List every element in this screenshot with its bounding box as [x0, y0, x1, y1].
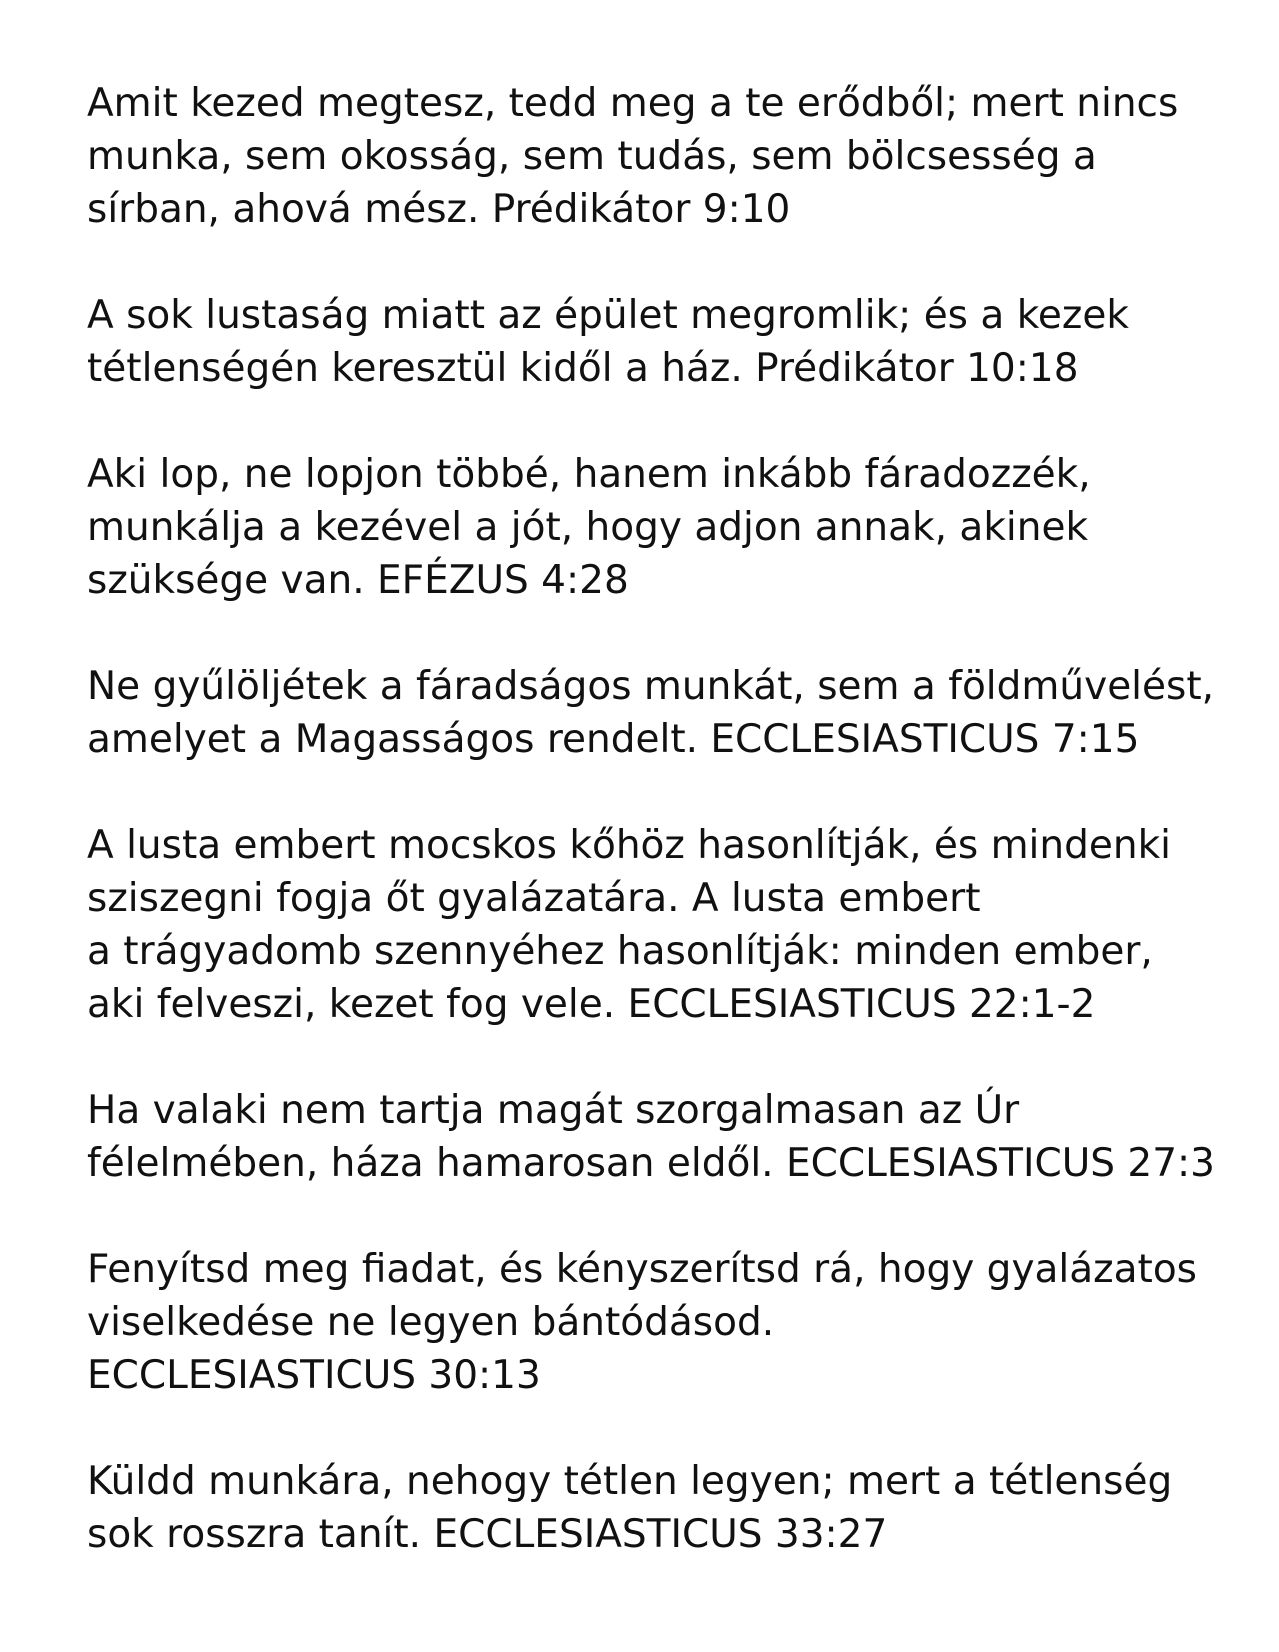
verse-line: szüksége van. EFÉZUS 4:28 [87, 558, 629, 603]
verse-line: munkálja a kezével a jót, hogy adjon annak, akinek [87, 505, 1089, 550]
verse-paragraph [87, 77, 1237, 236]
verse-line: Ne gyűlöljétek a fáradságos munkát, sem a földművelést, [87, 664, 1215, 709]
verse-line: Aki lop, ne lopjon többé, hanem inkább fáradozzék, [87, 452, 1091, 497]
verse-line: Fenyítsd meg fiadat, és kényszerítsd rá, hogy gyalázatos [87, 1247, 1197, 1292]
verse-line: Amit kezed megtesz, tedd meg a te erődből; mert nincs [87, 81, 1179, 126]
verse-paragraph [87, 1455, 1237, 1561]
verse-line: viselkedése ne legyen bántódásod. [87, 1300, 775, 1345]
verse-line: a trágyadomb szennyéhez hasonlítják: minden ember, [87, 929, 1153, 974]
verse-paragraph [87, 289, 1237, 395]
verse-paragraph [87, 448, 1237, 607]
verse-line: Küldd munkára, nehogy tétlen legyen; mert a tétlenség [87, 1459, 1173, 1504]
verse-line: sziszegni fogja őt gyalázatára. A lusta embert [87, 876, 981, 921]
verse-line: A lusta embert mocskos kőhöz hasonlítják, és mindenki [87, 823, 1172, 868]
verse-line: félelmében, háza hamarosan eldől. ECCLESIASTICUS 27:3 [87, 1141, 1215, 1186]
verse-line: munka, sem okosság, sem tudás, sem bölcsesség a [87, 134, 1097, 179]
verse-line: ECCLESIASTICUS 30:13 [87, 1353, 541, 1398]
verse-paragraph [87, 1084, 1237, 1190]
verse-line: amelyet a Magasságos rendelt. ECCLESIASTICUS 7:15 [87, 717, 1140, 762]
document-body [87, 77, 1237, 1614]
verse-line: sírban, ahová mész. Prédikátor 9:10 [87, 187, 791, 232]
verse-line: tétlenségén keresztül kidől a ház. Prédikátor 10:18 [87, 346, 1079, 391]
verse-line: aki felveszi, kezet fog vele. ECCLESIASTICUS 22:1-2 [87, 982, 1096, 1027]
verse-line: A sok lustaság miatt az épület megromlik; és a kezek [87, 293, 1129, 338]
verse-paragraph [87, 660, 1237, 766]
verse-line: sok rosszra tanít. ECCLESIASTICUS 33:27 [87, 1512, 888, 1557]
verse-paragraph [87, 1243, 1237, 1402]
verse-paragraph [87, 819, 1237, 1031]
verse-line: Ha valaki nem tartja magát szorgalmasan az Úr [87, 1088, 1020, 1133]
